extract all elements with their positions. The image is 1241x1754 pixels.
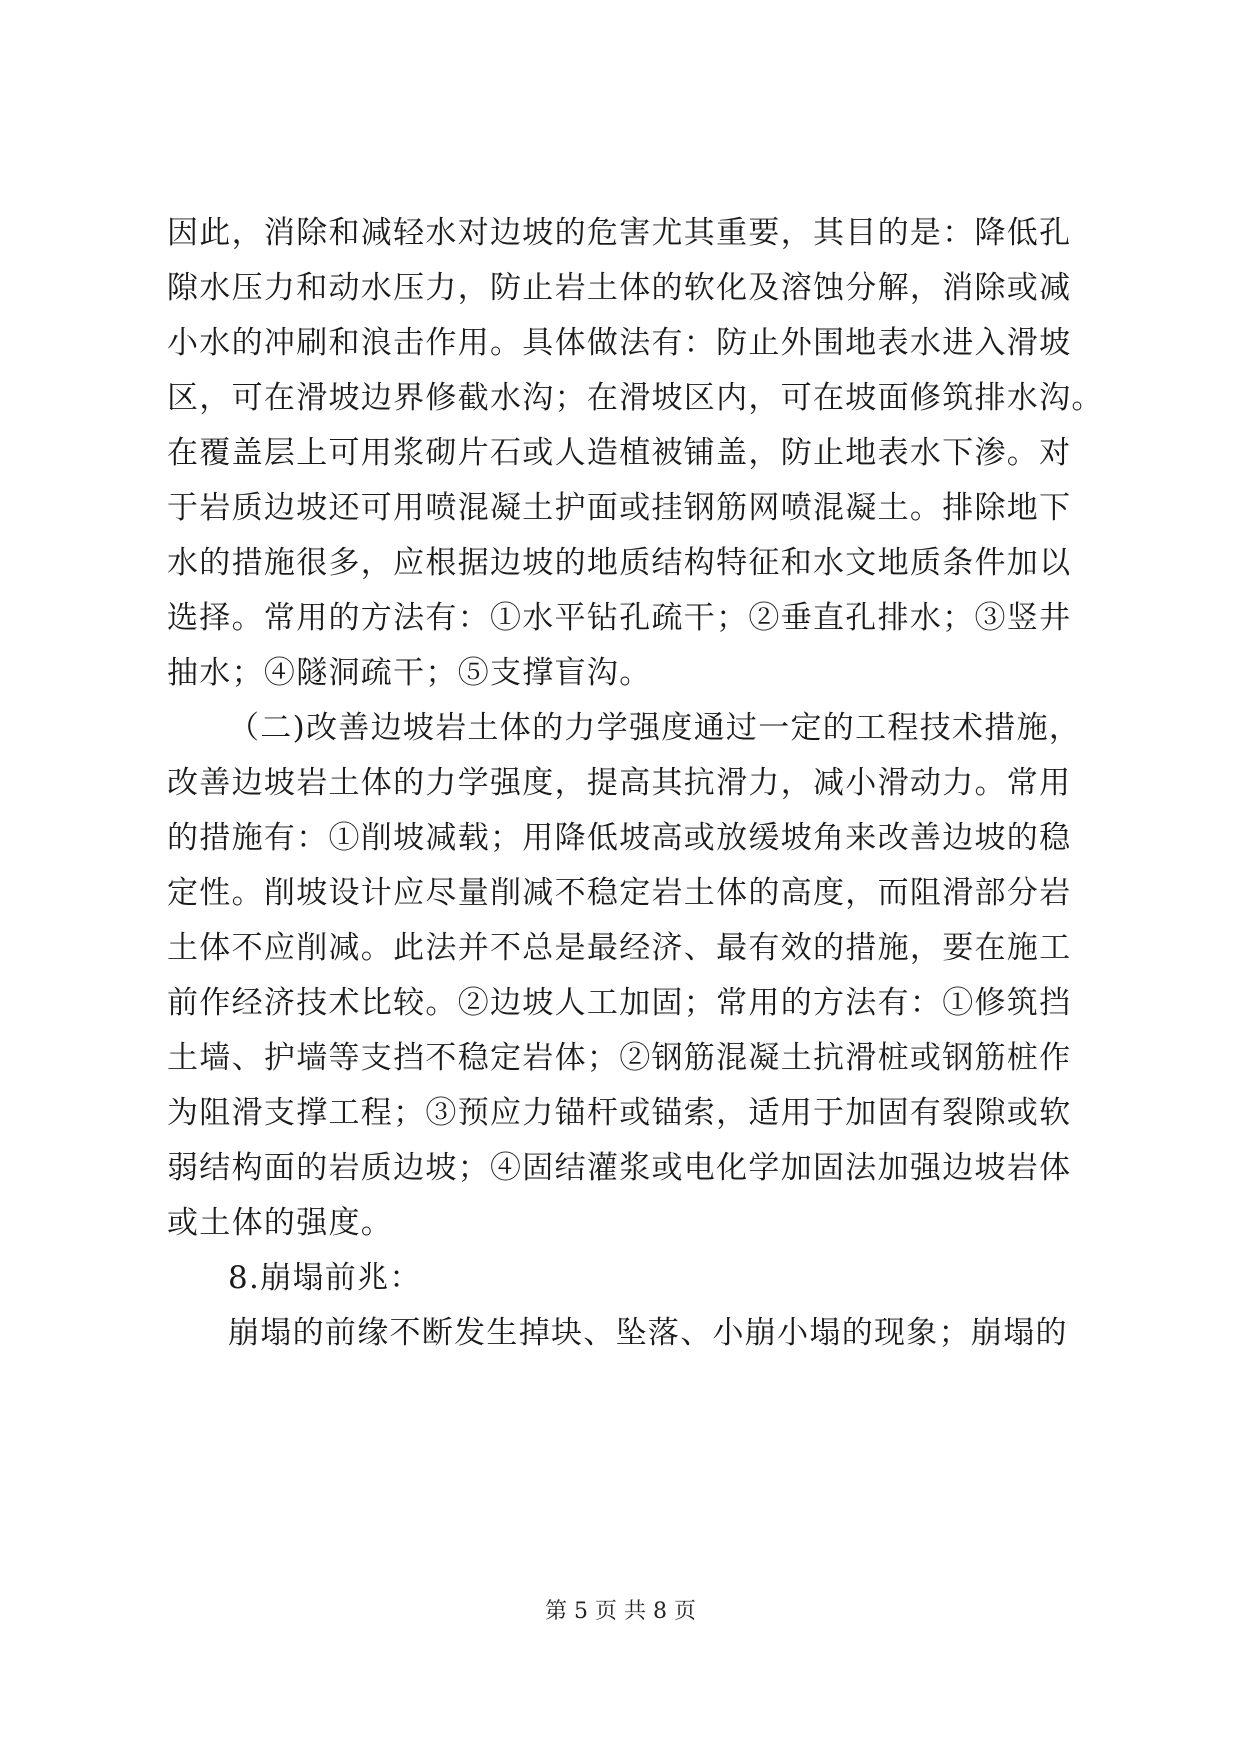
body-text-line: 选择。常用的方法有：①水平钻孔疏干；②垂直孔排水；③竖井 [167, 600, 1072, 636]
page-number-footer: 第 5 页 共 8 页 [545, 1599, 696, 1624]
body-text-line: 因此，消除和减轻水对边坡的危害尤其重要，其目的是：降低孔 [167, 215, 1072, 251]
body-text-line: 区，可在滑坡边界修截水沟；在滑坡区内，可在坡面修筑排水沟。 [167, 380, 1104, 416]
section-heading-line: 8.崩塌前兆： [228, 1260, 422, 1296]
section-heading-line: （二)改善边坡岩土体的力学强度通过一定的工程技术措施， [228, 710, 1082, 746]
body-text-line: 改善边坡岩土体的力学强度，提高其抗滑力，减小滑动力。常用 [167, 765, 1072, 801]
body-text-line: 定性。削坡设计应尽量削减不稳定岩土体的高度，而阻滑部分岩 [167, 875, 1072, 911]
body-text-line: 在覆盖层上可用浆砌片石或人造植被铺盖，防止地表水下渗。对 [167, 435, 1072, 471]
body-text-line: 小水的冲刷和浪击作用。具体做法有：防止外围地表水进入滑坡 [167, 325, 1072, 361]
body-text-line: 抽水；④隧洞疏干；⑤支撑盲沟。 [167, 655, 652, 691]
body-text-line: 前作经济技术比较。②边坡人工加固；常用的方法有：①修筑挡 [167, 985, 1072, 1021]
body-text-line: 崩塌的前缘不断发生掉块、坠落、小崩小塌的现象；崩塌的 [228, 1315, 1068, 1351]
body-text-line: 的措施有：①削坡减载；用降低坡高或放缓坡角来改善边坡的稳 [167, 820, 1072, 856]
body-text-line: 土墙、护墙等支挡不稳定岩体；②钢筋混凝土抗滑桩或钢筋桩作 [167, 1040, 1072, 1076]
body-text-line: 土体不应削减。此法并不总是最经济、最有效的措施，要在施工 [167, 930, 1072, 966]
body-text-line: 于岩质边坡还可用喷混凝土护面或挂钢筋网喷混凝土。排除地下 [167, 490, 1072, 526]
body-text-line: 或土体的强度。 [167, 1205, 394, 1241]
body-text-line: 弱结构面的岩质边坡；④固结灌浆或电化学加固法加强边坡岩体 [167, 1150, 1072, 1186]
body-text-line: 水的措施很多，应根据边坡的地质结构特征和水文地质条件加以 [167, 545, 1072, 581]
body-text-line: 隙水压力和动水压力，防止岩土体的软化及溶蚀分解，消除或减 [167, 270, 1072, 306]
body-text-line: 为阻滑支撑工程；③预应力锚杆或锚索，适用于加固有裂隙或软 [167, 1095, 1072, 1131]
